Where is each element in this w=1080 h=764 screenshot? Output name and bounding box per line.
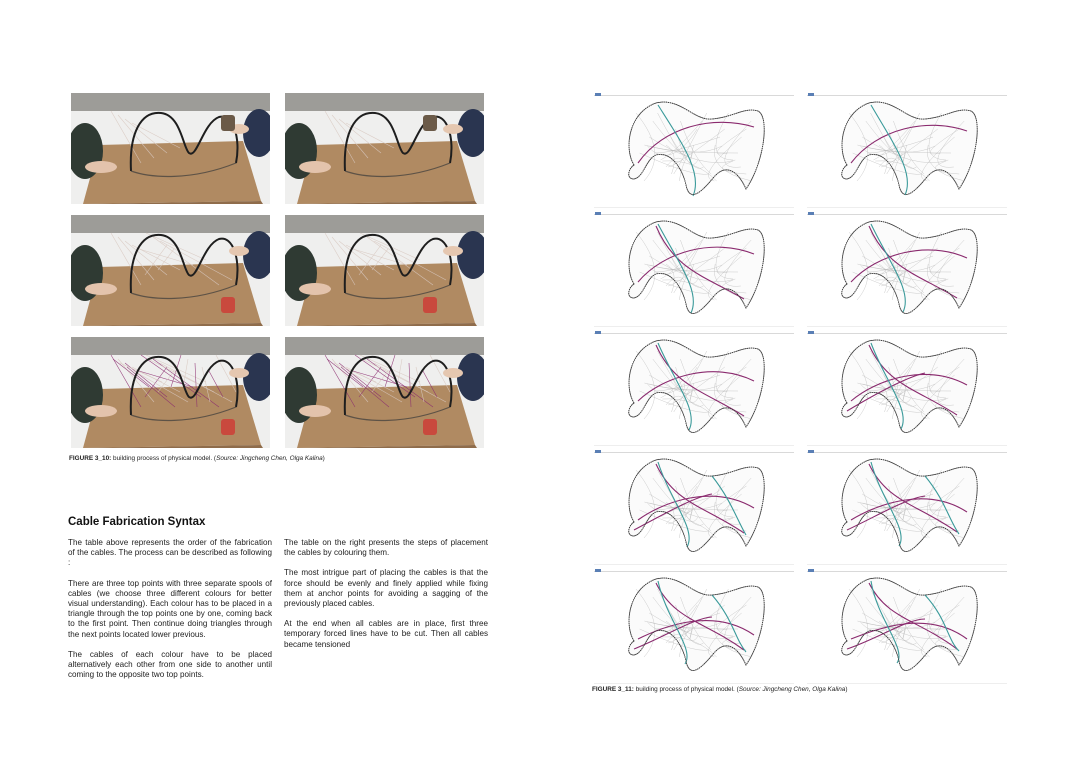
model-photo-5	[71, 337, 270, 448]
model-photo-3	[71, 215, 270, 326]
figure-3-11-caption-end: )	[845, 686, 848, 693]
paragraph: The table on the right presents the steps of placement the cables by colouring them.	[284, 538, 488, 558]
model-photo-4	[285, 215, 484, 326]
cable-step-diagram-5	[594, 331, 794, 446]
figure-3-11-caption-label: FIGURE 3_11:	[592, 686, 634, 693]
cable-step-diagram-7	[594, 450, 794, 565]
figure-3-11-caption	[592, 686, 847, 693]
model-photo-2	[285, 93, 484, 204]
paragraph: The most intrigue part of placing the cables is that the force should be evenly and finely applied while fixing them at anchor points for avoiding a sagging of the previously placed cables.	[284, 568, 488, 609]
text-column-2	[284, 538, 488, 660]
model-photo-1	[71, 93, 270, 204]
text-column-1	[68, 538, 272, 690]
figure-3-10-caption	[69, 455, 325, 462]
cable-step-diagram-4	[807, 212, 1007, 327]
figure-3-11-caption-text: building process of physical model. (	[633, 686, 739, 693]
figure-3-10-caption-source: Source: Jingcheng Chen, Olga Kalina	[216, 455, 323, 462]
paragraph: The table above represents the order of the fabrication of the cables. The process can be described as following :	[68, 538, 272, 568]
cable-step-diagram-3	[594, 212, 794, 327]
figure-3-10-caption-end: )	[322, 455, 325, 462]
figure-3-11-caption-source: Source: Jingcheng Chen, Olga Kalina	[738, 686, 846, 693]
cable-step-diagram-1	[594, 93, 794, 208]
figure-3-10-caption-text: building process of physical model. (	[111, 455, 217, 462]
section-heading: Cable Fabrication Syntax	[68, 516, 206, 528]
figure-3-10-caption-label: FIGURE 3_10:	[69, 455, 112, 462]
cable-step-diagram-6	[807, 331, 1007, 446]
paragraph: The cables of each colour have to be placed alternatively each other from one side to another until coming to the opposite two top points.	[68, 649, 272, 680]
model-photo-6	[285, 337, 484, 448]
paragraph: At the end when all cables are in place, first three temporary forced lines have to be cut. Then all cables became tensioned	[284, 619, 488, 649]
paragraph: There are three top points with three separate spools of cables (we choose three different colours for better visual understanding). Each colour has to be placed in a triangle through the top points one by one, coming back to the first point. Then continue doing triangles through the next points located lower previous.	[68, 578, 272, 639]
cable-step-diagram-10	[807, 569, 1007, 684]
cable-step-diagram-9	[594, 569, 794, 684]
cable-step-diagram-8	[807, 450, 1007, 565]
cable-step-diagram-2	[807, 93, 1007, 208]
